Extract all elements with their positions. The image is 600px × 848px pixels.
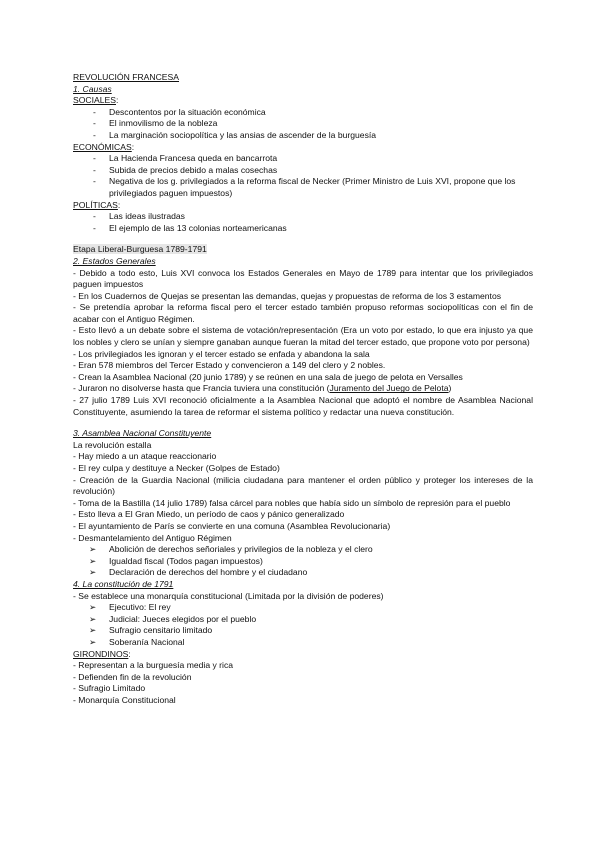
economicas-list — [73, 153, 533, 199]
arrow-bullet-icon: ➢ — [89, 613, 97, 624]
paragraph: - Crean la Asamblea Nacional (20 junio 1789) y se reúnen en una sala de juego de pelota en Versalles — [73, 371, 463, 382]
list-item: ➢ Soberanía Nacional — [89, 636, 185, 647]
paragraph: - Los privilegiados les ignoran y el tercer estado se enfada y abandona la sala — [73, 348, 370, 359]
juramento-link-text: Juramento del Juego de Pelota — [329, 383, 449, 394]
politicas-label: POLÍTICAS: — [73, 199, 121, 210]
paragraph: - El ayuntamiento de París se convierte en una comuna (Asamblea Revolucionaria) — [73, 520, 391, 531]
arrow-bullet-icon: ➢ — [89, 555, 97, 566]
paragraph: - Hay miedo a un ataque reaccionario — [73, 451, 217, 462]
section-causas-heading: 1. Causas — [73, 83, 112, 94]
economicas-label: ECONÓMICAS: — [73, 141, 135, 152]
etapa-heading: Etapa Liberal-Burguesa 1789-1791 — [73, 244, 207, 255]
arrow-bullet-icon: ➢ — [89, 625, 97, 636]
list-item: ➢ Abolición de derechos señoriales y privilegios de la nobleza y el clero — [89, 544, 373, 555]
paragraph: - Desmantelamiento del Antiguo Régimen — [73, 532, 232, 543]
girondinos-label: GIRONDINOS: — [73, 648, 131, 659]
paragraph: - Eran 578 miembros del Tercer Estado y convencieron a 149 del clero y 2 nobles. — [73, 360, 386, 371]
list-item: - Subida de precios debido a malas cosechas — [73, 165, 533, 177]
list-item: ➢ Judicial: Jueces elegidos por el pueblo — [89, 613, 257, 624]
arrow-bullet-icon: ➢ — [89, 636, 97, 647]
arrow-bullet-icon: ➢ — [89, 602, 97, 613]
paragraph: - Representan a la burguesía media y rica — [73, 660, 234, 671]
list-item: ➢ Ejecutivo: El rey — [89, 602, 171, 613]
list-item: - La Hacienda Francesa queda en bancarrota — [73, 153, 533, 165]
list-item: - La marginación sociopolítica y las ansias de ascender de la burguesía — [73, 130, 533, 142]
sociales-list — [73, 107, 533, 142]
sociales-label: SOCIALES: — [73, 95, 119, 106]
paragraph: - Monarquía Constitucional — [73, 694, 176, 705]
section-estados-generales-heading: 2. Estados Generales — [73, 255, 156, 266]
section-constitucion-heading: 4. La constitución de 1791 — [73, 578, 174, 589]
arrow-list — [73, 544, 533, 579]
arrow-bullet-icon: ➢ — [89, 544, 97, 555]
paragraph: - Esto llevó a un debate sobre el sistema de votación/representación (Era un voto por estado, lo que era injusto ya que los nobles y clero se unían y siempre ganaban aunque fueran la mitad del tercer estado, que propone voto por persona) — [73, 325, 533, 348]
paragraph: - Defienden fin de la revolución — [73, 671, 192, 682]
politicas-list — [73, 211, 533, 234]
paragraph: - El rey culpa y destituye a Necker (Golpes de Estado) — [73, 463, 280, 473]
subheading: La revolución estalla — [73, 439, 152, 450]
list-item: ➢ Igualdad fiscal (Todos pagan impuestos) — [89, 555, 263, 566]
list-item: - El inmovilismo de la nobleza — [73, 118, 533, 130]
paragraph: - 27 julio 1789 Luis XVI reconoció oficialmente a la Asamblea Nacional que adoptó el nombre de Asamblea Nacional Constituyente, asumiendo la tarea de reformar el sistema político y redactar una nueva constitución. — [73, 395, 533, 417]
paragraph: - Se pretendía aprobar la reforma fiscal pero el tercer estado también propuso reformas sociopolíticas con el fin de acabar con el Antiguo Régimen. — [73, 302, 533, 324]
list-item: - Negativa de los g. privilegiados a la reforma fiscal de Necker (Primer Ministro de Luis XVI, propone que los privilegiados paguen impuestos) — [73, 176, 533, 199]
paragraph: - Se establece una monarquía constitucional (Limitada por la división de poderes) — [73, 590, 384, 601]
document-title: REVOLUCIÓN FRANCESA — [73, 72, 180, 82]
paragraph: - Sufragio Limitado — [73, 683, 146, 694]
list-item: - El ejemplo de las 13 colonias norteamericanas — [73, 223, 533, 235]
document-content — [73, 72, 533, 706]
paragraph: - Toma de la Bastilla (14 julio 1789) falsa cárcel para nobles que había sido un símbolo de represión para el pueblo — [73, 497, 511, 508]
paragraph: - Esto lleva a El Gran Miedo, un período de caos y pánico generalizado — [73, 509, 345, 520]
arrow-bullet-icon: ➢ — [89, 567, 97, 578]
paragraph: - En los Cuadernos de Quejas se presentan las demandas, quejas y propuestas de reforma de los 3 estamentos — [73, 290, 502, 301]
list-item: ➢ Declaración de derechos del hombre y el ciudadano — [89, 567, 308, 578]
paragraph: - Creación de la Guardia Nacional (milicia ciudadana para mantener el orden público y proteger los intereses de la revolución) — [73, 474, 533, 497]
list-item: - Las ideas ilustradas — [73, 211, 533, 223]
list-item: - Descontentos por la situación económica — [73, 107, 533, 119]
arrow-list — [73, 602, 533, 648]
section-asamblea-heading: 3. Asamblea Nacional Constituyente — [73, 428, 212, 439]
paragraph: - Debido a todo esto, Luis XVI convoca los Estados Generales en Mayo de 1789 para intentar que los privilegiados paguen impuestos — [73, 267, 533, 290]
paragraph-juramento: - Juraron no disolverse hasta que Francia tuviera una constitución (Juramento del Juego de Pelota) — [73, 383, 452, 394]
list-item: ➢ Sufragio censitario limitado — [89, 625, 213, 636]
